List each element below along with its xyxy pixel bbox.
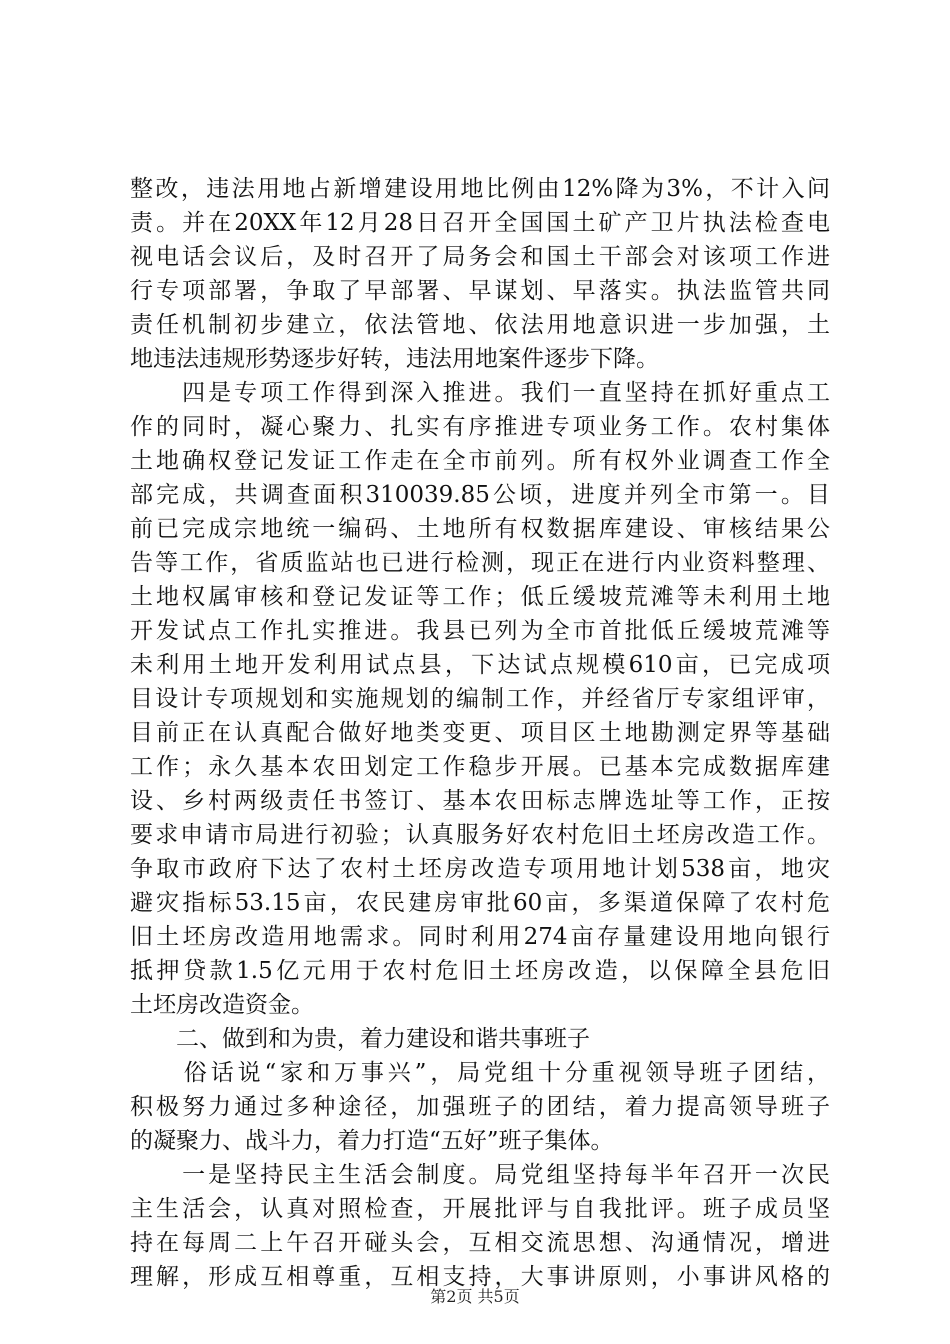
text-line: 告等工作，省质监站也已进行检测，现正在进行内业资料整理、 (130, 550, 830, 576)
text-line: 责任机制初步建立，依法管地、依法用地意识进一步加强，土 (130, 312, 830, 338)
text-line: 未利用土地开发利用试点县，下达试点规模610亩，已完成项 (130, 652, 830, 678)
text-line: 持在每周二上午召开碰头会，互相交流思想、沟通情况，增进 (130, 1230, 830, 1256)
text-line: 旧土坯房改造用地需求。同时利用274亩存量建设用地向银行 (130, 924, 830, 950)
text-line: 整改，违法用地占新增建设用地比例由12%降为3%，不计入问 (130, 176, 830, 202)
text-line: 主生活会，认真对照检查，开展批评与自我批评。班子成员坚 (130, 1196, 830, 1222)
text-line: 行专项部署，争取了早部署、早谋划、早落实。执法监管共同 (130, 278, 830, 304)
text-line: 前已完成宗地统一编码、土地所有权数据库建设、审核结果公 (130, 516, 830, 542)
body-text (130, 172, 830, 1294)
text-line: 工作；永久基本农田划定工作稳步开展。已基本完成数据库建 (130, 754, 830, 780)
text-line: 要求申请市局进行初验；认真服务好农村危旧土坯房改造工作。 (130, 822, 830, 848)
text-line: 目前正在认真配合做好地类变更、项目区土地勘测定界等基础 (130, 720, 830, 746)
text-line: 地违法违规形势逐步好转，违法用地案件逐步下降。 (130, 346, 659, 372)
text-line: 作的同时，凝心聚力、扎实有序推进专项业务工作。农村集体 (130, 414, 830, 440)
page-number-footer: 第2页 共5页 (430, 1287, 520, 1306)
text-line: 土坯房改造资金。 (130, 992, 314, 1018)
text-line: 开发试点工作扎实推进。我县已列为全市首批低丘缓坡荒滩等 (130, 618, 830, 644)
text-line: 理解，形成互相尊重，互相支持，大事讲原则，小事讲风格的 (130, 1264, 830, 1290)
text-line: 土地确权登记发证工作走在全市前列。所有权外业调查工作全 (130, 448, 830, 474)
text-line: 的凝聚力、战斗力，着力打造“五好”班子集体。 (130, 1128, 614, 1154)
text-line: 土地权属审核和登记发证等工作；低丘缓坡荒滩等未利用土地 (130, 584, 830, 610)
paragraph-start-line: 四是专项工作得到深入推进。我们一直坚持在抓好重点工 (130, 380, 830, 406)
text-line: 抵押贷款1.5亿元用于农村危旧土坯房改造，以保障全县危旧 (130, 958, 830, 984)
text-line: 目设计专项规划和实施规划的编制工作，并经省厅专家组评审， (130, 686, 830, 712)
section-heading: 二、做到和为贵，着力建设和谐共事班子 (130, 1026, 590, 1052)
text-line: 视电话会议后，及时召开了局务会和国土干部会对该项工作进 (130, 244, 830, 270)
text-line: 争取市政府下达了农村土坯房改造专项用地计划538亩，地灾 (130, 856, 830, 882)
text-line: 积极努力通过多种途径，加强班子的团结，着力提高领导班子 (130, 1094, 830, 1120)
paragraph-start-line: 俗话说“家和万事兴”，局党组十分重视领导班子团结， (130, 1060, 830, 1086)
text-line: 设、乡村两级责任书签订、基本农田标志牌选址等工作，正按 (130, 788, 830, 814)
text-line: 避灾指标53.15亩，农民建房审批60亩，多渠道保障了农村危 (130, 890, 830, 916)
paragraph-start-line: 一是坚持民主生活会制度。局党组坚持每半年召开一次民 (130, 1162, 830, 1188)
text-line: 部完成，共调查面积310039.85公顷，进度并列全市第一。目 (130, 482, 830, 508)
text-line: 责。并在20XX年12月28日召开全国国土矿产卫片执法检查电 (130, 210, 830, 236)
